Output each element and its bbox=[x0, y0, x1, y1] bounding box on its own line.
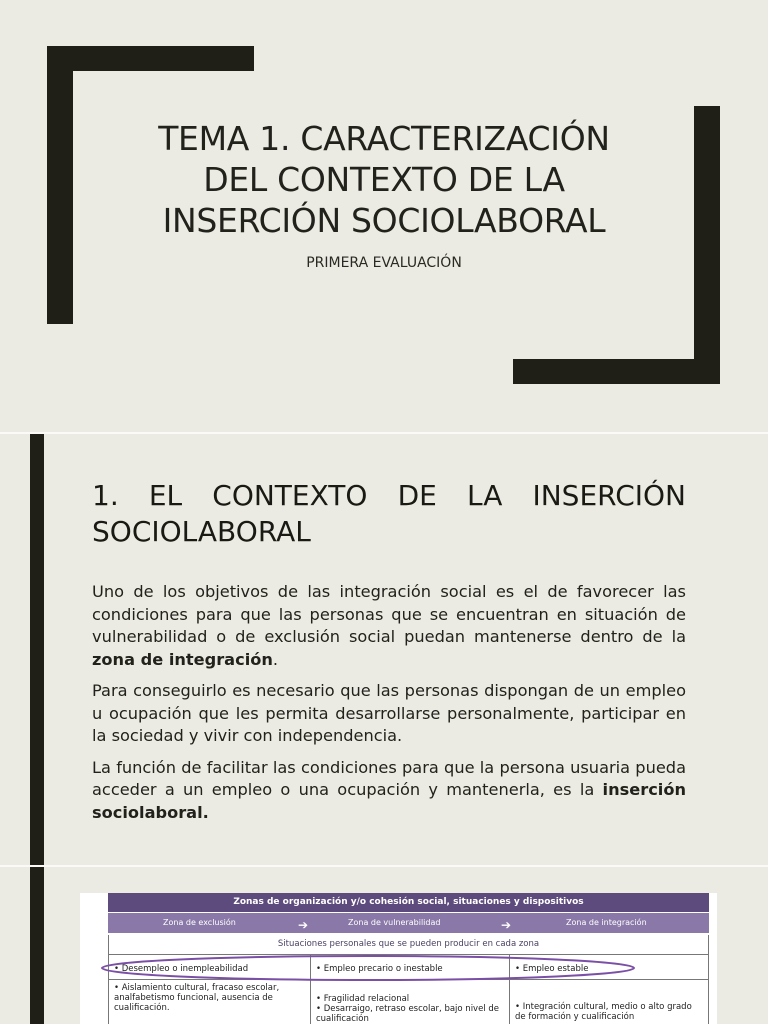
zone-integration-label: Zona de integración bbox=[566, 918, 647, 927]
paragraph-1-text: Uno de los objetivos de las integración social es el de favorecer las condiciones para que las personas que se encuentran en situación de vulnerabilidad o de exclusión social puedan mantenerse dentro de la bbox=[92, 582, 686, 646]
frame-top-left-vertical bbox=[47, 46, 73, 324]
cell-vulnerability-education: • Fragilidad relacional • Desarraigo, retraso escolar, bajo nivel de cualificación bbox=[316, 994, 500, 1024]
paragraph-3 bbox=[92, 757, 686, 825]
paragraph-3-emphasis: inserción sociolaboral. bbox=[92, 780, 686, 822]
paragraph-1 bbox=[92, 581, 686, 671]
slide-subtitle: PRIMERA EVALUACIÓN bbox=[306, 255, 462, 271]
table-header: Zonas de organización y/o cohesión social, situaciones y dispositivos bbox=[108, 893, 709, 912]
frame-bottom-right-vertical bbox=[694, 106, 720, 384]
paragraph-3-text: La función de facilitar las condiciones para que la persona usuaria pueda acceder a un empleo o una ocupación y mantenerla, es la bbox=[92, 757, 686, 799]
paragraph-1-end: . bbox=[272, 649, 279, 669]
paragraph-1-emphasis: zona de integración bbox=[92, 649, 273, 669]
cell-vulnerability-employment: • Empleo precario o inestable bbox=[316, 964, 443, 974]
left-accent-bar bbox=[30, 434, 44, 865]
highlight-ellipse bbox=[98, 953, 638, 983]
slide-body bbox=[92, 581, 686, 833]
zone-exclusion-label: Zona de exclusión bbox=[163, 918, 236, 927]
cell-integration-education: • Integración cultural, medio o alto grado de formación y cualificación bbox=[515, 1002, 692, 1022]
arrow-icon: ➔ bbox=[501, 918, 512, 932]
arrow-icon: ➔ bbox=[298, 918, 309, 932]
left-accent-bar bbox=[30, 867, 44, 1024]
paragraph-2: Para conseguirlo es necesario que las personas dispongan de un empleo u ocupación que les permita desarrollarse personalmente, participar en la sociedad y vivir con independencia. bbox=[92, 681, 686, 745]
cell-exclusion-education: • Aislamiento cultural, fracaso escolar, analfabetismo funcional, ausencia de cualificación. bbox=[114, 983, 280, 1013]
section-heading: 1. EL CONTEXTO DE LA INSERCIÓN SOCIOLABORAL bbox=[92, 479, 686, 548]
table-subheader: Situaciones personales que se pueden producir en cada zona bbox=[108, 935, 709, 955]
zones-row bbox=[108, 913, 709, 933]
zone-vulnerability-label: Zona de vulnerabilidad bbox=[348, 918, 441, 927]
zones-table-image bbox=[80, 893, 717, 1024]
frame-bottom-right-horizontal bbox=[513, 359, 720, 384]
title-slide bbox=[0, 0, 768, 432]
cell-integration-employment: • Empleo estable bbox=[515, 964, 589, 974]
frame-top-left-horizontal bbox=[47, 46, 254, 71]
slide-title: TEMA 1. CARACTERIZACIÓN DEL CONTEXTO DE LA INSERCIÓN SOCIOLABORAL bbox=[158, 119, 610, 240]
cell-exclusion-employment: • Desempleo o inempleabilidad bbox=[114, 964, 249, 974]
